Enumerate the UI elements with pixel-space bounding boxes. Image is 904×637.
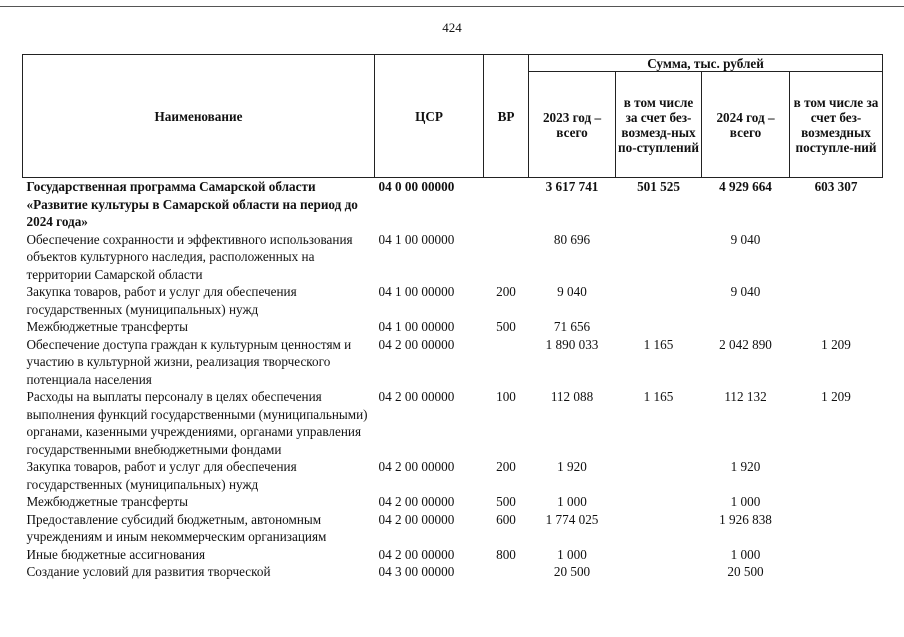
row-2023-total: 1 000 xyxy=(557,494,587,509)
row-name: Расходы на выплаты персоналу в целях обеспечения выполнения функций государственными (муниципальными) органами, казенными учреждениями, органами управления государственными внебюджетными фондами xyxy=(26,389,368,457)
row-vr: 200 xyxy=(496,284,516,299)
table-row xyxy=(23,283,883,318)
row-2023-free xyxy=(616,546,702,564)
row-2023-free: 1 165 xyxy=(643,336,674,352)
row-2023-free xyxy=(616,231,702,284)
row-name: Закупка товаров, работ и услуг для обеспечения государственных (муниципальных) нужд xyxy=(26,459,297,492)
row-vr xyxy=(484,231,529,284)
row-vr xyxy=(484,563,529,581)
row-name: Иные бюджетные ассигнования xyxy=(26,546,206,562)
row-2024-total: 9 040 xyxy=(730,284,761,299)
row-2024-total: 1 920 xyxy=(730,459,761,474)
row-2024-free xyxy=(790,511,883,546)
row-2023-total: 20 500 xyxy=(553,564,591,579)
row-csr: 04 2 00 00000 xyxy=(378,336,455,352)
row-2024-free xyxy=(790,318,883,336)
row-2024-free: 1 209 xyxy=(821,389,851,404)
row-vr: 100 xyxy=(496,389,516,404)
row-2024-total: 1 000 xyxy=(730,546,761,562)
row-csr: 04 2 00 00000 xyxy=(378,389,455,404)
row-csr: 04 1 00 00000 xyxy=(378,284,455,299)
row-csr: 04 1 00 00000 xyxy=(378,319,455,334)
header-name: Наименование xyxy=(23,55,375,178)
table-row xyxy=(23,511,883,546)
row-name: Межбюджетные трансферты xyxy=(26,494,188,509)
row-2023-total: 1 920 xyxy=(557,459,587,474)
row-2024-free xyxy=(790,563,883,581)
row-vr xyxy=(484,178,529,231)
row-name: Предоставление субсидий бюджетным, автономным учреждениям и иным некоммерческим организациям xyxy=(26,511,327,544)
row-2023-free: 501 525 xyxy=(637,179,680,194)
row-vr: 500 xyxy=(496,494,516,509)
row-2023-free xyxy=(616,511,702,546)
header-2023-total: 2023 год – всего xyxy=(529,72,616,178)
header-2023-free: в том числе за счет без-возмезд-ных по-ступлений xyxy=(616,72,702,178)
row-2023-total: 80 696 xyxy=(553,231,591,247)
row-2024-total: 4 929 664 xyxy=(719,179,772,194)
row-2024-free: 1 209 xyxy=(821,336,851,352)
row-2024-free xyxy=(790,546,883,564)
row-vr: 800 xyxy=(496,546,516,562)
row-2024-free xyxy=(790,458,883,493)
row-csr: 04 2 00 00000 xyxy=(378,459,455,474)
header-2024-total: 2024 год – всего xyxy=(702,72,790,178)
row-2024-total: 20 500 xyxy=(727,564,764,579)
row-2023-total: 71 656 xyxy=(553,319,591,334)
table-row xyxy=(23,336,883,389)
row-2023-free xyxy=(616,283,702,318)
row-csr: 04 2 00 00000 xyxy=(378,494,455,509)
row-2023-total: 9 040 xyxy=(557,284,587,299)
row-2024-free: 603 307 xyxy=(814,179,858,194)
row-name: Государственная программа Самарской области «Развитие культуры в Самарской области на период до 2024 года» xyxy=(26,179,358,229)
row-csr: 04 3 00 00000 xyxy=(378,564,455,579)
row-vr: 500 xyxy=(496,319,516,334)
table-row xyxy=(23,546,883,564)
row-2023-total: 3 617 741 xyxy=(545,179,599,194)
row-2024-free xyxy=(790,283,883,318)
row-name: Обеспечение сохранности и эффективного использования объектов культурного наследия, расположенных на территории Самарской области xyxy=(26,231,353,282)
row-csr: 04 2 00 00000 xyxy=(378,546,455,562)
header-sum-group: Сумма, тыс. рублей xyxy=(529,55,883,72)
row-2023-total: 1 000 xyxy=(557,546,587,562)
table-row xyxy=(23,563,883,581)
header-csr: ЦСР xyxy=(375,55,484,178)
row-csr: 04 0 00 00000 xyxy=(378,179,455,194)
row-2023-free: 1 165 xyxy=(643,389,674,404)
row-2024-free xyxy=(790,493,883,511)
row-2024-total: 1 926 838 xyxy=(719,511,772,527)
row-2023-free xyxy=(616,563,702,581)
row-2024-total xyxy=(702,318,790,336)
row-name: Закупка товаров, работ и услуг для обеспечения государственных (муниципальных) нужд xyxy=(26,284,297,317)
top-rule xyxy=(0,6,904,7)
row-csr: 04 2 00 00000 xyxy=(378,511,455,527)
row-name: Обеспечение доступа граждан к культурным ценностям и участию в культурной жизни, реализация творческого потенциала населения xyxy=(26,336,352,387)
table-row xyxy=(23,458,883,493)
table-row xyxy=(23,493,883,511)
row-name: Межбюджетные трансферты xyxy=(26,319,188,334)
page-number: 424 xyxy=(442,20,462,35)
table-row xyxy=(23,178,883,231)
row-csr: 04 1 00 00000 xyxy=(378,231,455,247)
table-body xyxy=(23,178,883,581)
header-2024-free: в том числе за счет без-возмездных поступле-ний xyxy=(790,72,883,178)
budget-table xyxy=(22,54,883,581)
row-2024-total: 2 042 890 xyxy=(719,336,772,352)
row-2023-total: 1 890 033 xyxy=(545,336,599,352)
table-row xyxy=(23,388,883,458)
row-2023-total: 112 088 xyxy=(550,389,594,404)
table-row xyxy=(23,231,883,284)
row-2024-total: 9 040 xyxy=(730,231,761,247)
row-2024-total: 1 000 xyxy=(730,494,761,509)
row-2024-free xyxy=(790,231,883,284)
row-vr: 200 xyxy=(496,459,516,474)
header-vr: ВР xyxy=(484,55,529,178)
table-row xyxy=(23,318,883,336)
row-name: Создание условий для развития творческой xyxy=(26,564,271,579)
row-2023-total: 1 774 025 xyxy=(545,511,599,527)
row-2023-free xyxy=(616,318,702,336)
row-2024-total: 112 132 xyxy=(724,389,767,404)
row-2023-free xyxy=(616,458,702,493)
row-vr: 600 xyxy=(496,511,516,527)
row-vr xyxy=(484,336,529,389)
row-2023-free xyxy=(616,493,702,511)
